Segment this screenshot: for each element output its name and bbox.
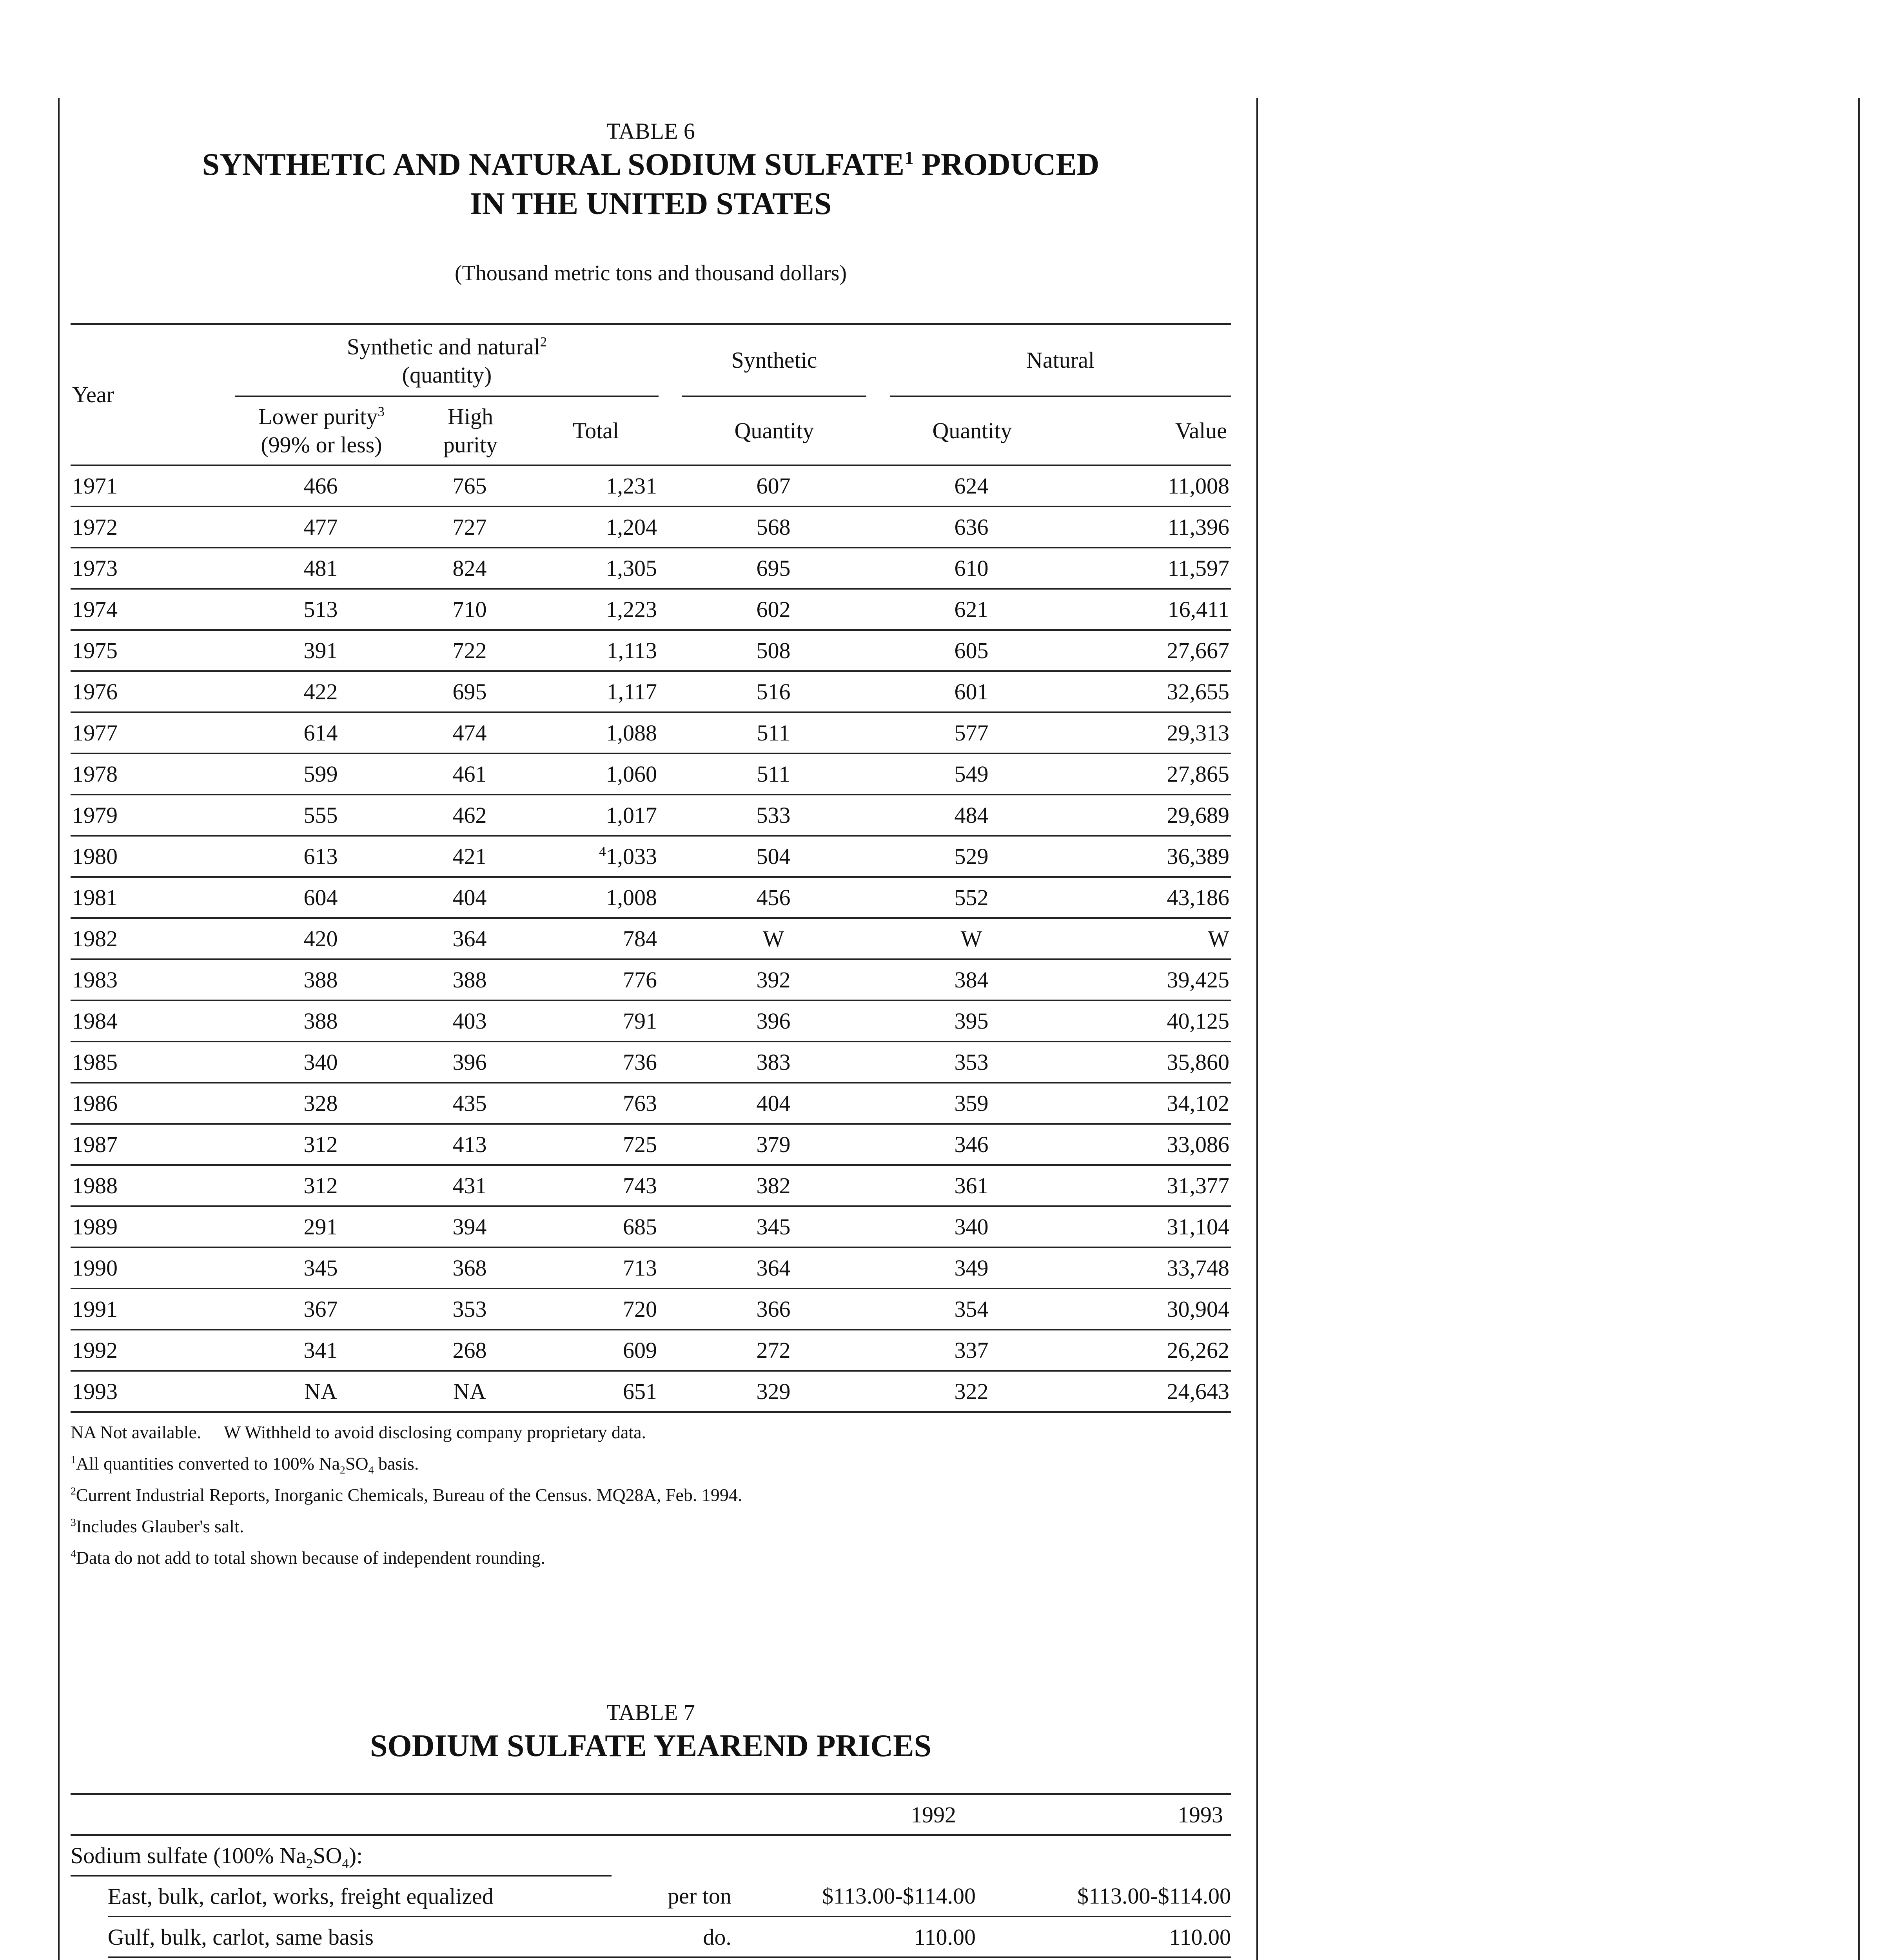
spacer-cell bbox=[866, 1206, 890, 1247]
natural-quantity-cell: 484 bbox=[890, 795, 1054, 836]
natural-value-cell: 32,655 bbox=[1054, 671, 1231, 712]
high-purity-cell: 396 bbox=[408, 1042, 533, 1083]
total-cell: 1,017 bbox=[533, 795, 659, 836]
year-cell: 1972 bbox=[71, 506, 235, 548]
price-1993: $113.00-$114.00 bbox=[991, 1876, 1231, 1916]
production-table-body bbox=[71, 465, 1231, 1412]
year-cell: 1974 bbox=[71, 589, 235, 630]
natural-quantity-cell: 349 bbox=[890, 1247, 1054, 1289]
lower-purity-cell: 388 bbox=[235, 1000, 408, 1042]
natural-quantity-cell: 322 bbox=[890, 1371, 1054, 1412]
spacer-cell bbox=[659, 1000, 682, 1042]
price-row bbox=[71, 1957, 1231, 1960]
spacer-cell bbox=[659, 630, 682, 671]
year-cell: 1986 bbox=[71, 1083, 235, 1124]
table-row bbox=[71, 959, 1231, 1000]
price-unit: do. bbox=[612, 1916, 735, 1957]
total-cell: 763 bbox=[533, 1083, 659, 1124]
high-purity-cell: 431 bbox=[408, 1165, 533, 1206]
note-abbreviations: NA Not available. W Withheld to avoid disclosing company proprietary data. bbox=[71, 1422, 646, 1442]
total-cell: 720 bbox=[533, 1289, 659, 1330]
total-cell: 791 bbox=[533, 1000, 659, 1042]
total-cell: 1,008 bbox=[533, 877, 659, 918]
year-cell: 1990 bbox=[71, 1247, 235, 1289]
natural-value-cell: 16,411 bbox=[1054, 589, 1231, 630]
synthetic-quantity-cell: 364 bbox=[682, 1247, 866, 1289]
total-cell: 651 bbox=[533, 1371, 659, 1412]
year-cell: 1982 bbox=[71, 918, 235, 959]
high-purity-cell: 695 bbox=[408, 671, 533, 712]
spacer-cell bbox=[866, 506, 890, 548]
spacer-cell bbox=[659, 795, 682, 836]
natural-value-cell: 31,104 bbox=[1054, 1206, 1231, 1247]
table-row bbox=[71, 1124, 1231, 1165]
spacer-cell bbox=[866, 1289, 890, 1330]
table-row bbox=[71, 1083, 1231, 1124]
lower-purity-cell: 291 bbox=[235, 1206, 408, 1247]
natural-quantity-cell: 601 bbox=[890, 671, 1054, 712]
synthetic-quantity-cell: 382 bbox=[682, 1165, 866, 1206]
spacer-cell bbox=[659, 1371, 682, 1412]
spacer-cell bbox=[659, 1083, 682, 1124]
lower-purity-cell: 340 bbox=[235, 1042, 408, 1083]
natural-value-cell: 39,425 bbox=[1054, 959, 1231, 1000]
lower-purity-cell: 599 bbox=[235, 753, 408, 795]
natural-quantity-cell: 549 bbox=[890, 753, 1054, 795]
spacer-cell bbox=[866, 671, 890, 712]
table-header-row-1 bbox=[71, 324, 1231, 397]
spacer-cell bbox=[866, 877, 890, 918]
price-1992 bbox=[735, 1957, 991, 1960]
total-cell: 725 bbox=[533, 1124, 659, 1165]
natural-value-cell: 35,860 bbox=[1054, 1042, 1231, 1083]
spacer-cell bbox=[659, 1165, 682, 1206]
high-purity-cell: 268 bbox=[408, 1330, 533, 1371]
natural-quantity-cell: W bbox=[890, 918, 1054, 959]
synthetic-quantity-cell: 404 bbox=[682, 1083, 866, 1124]
group-label: Sodium sulfate (100% $Na_2SO_4$): bbox=[71, 1835, 612, 1876]
natural-value-cell: 11,396 bbox=[1054, 506, 1231, 548]
table-row bbox=[71, 1371, 1231, 1412]
total-cell: 1,060 bbox=[533, 753, 659, 795]
spacer-cell bbox=[866, 959, 890, 1000]
synthetic-quantity-cell: 392 bbox=[682, 959, 866, 1000]
lower-purity-header: Lower purity$^3$ (99% or less) bbox=[258, 404, 385, 457]
spacer-cell bbox=[659, 1042, 682, 1083]
lower-purity-cell: NA bbox=[235, 1371, 408, 1412]
total-cell: 713 bbox=[533, 1247, 659, 1289]
synthetic-quantity-cell: 345 bbox=[682, 1206, 866, 1247]
indent-cell bbox=[71, 1957, 108, 1960]
high-purity-cell: 461 bbox=[408, 753, 533, 795]
natural-quantity-cell: 529 bbox=[890, 836, 1054, 877]
left-margin-rule bbox=[58, 98, 60, 1960]
col-1992-header: 1992 bbox=[911, 1802, 956, 1828]
table-row bbox=[71, 836, 1231, 877]
high-purity-cell: 413 bbox=[408, 1124, 533, 1165]
natural-value-cell: 43,186 bbox=[1054, 877, 1231, 918]
lower-purity-cell: 388 bbox=[235, 959, 408, 1000]
price-1993 bbox=[991, 1957, 1231, 1960]
synthetic-quantity-cell: 383 bbox=[682, 1042, 866, 1083]
spacer-cell bbox=[659, 671, 682, 712]
lower-purity-cell: 341 bbox=[235, 1330, 408, 1371]
right-margin-rule bbox=[1858, 98, 1860, 1960]
synthetic-quantity-cell: 516 bbox=[682, 671, 866, 712]
year-cell: 1987 bbox=[71, 1124, 235, 1165]
natural-value-cell: 33,086 bbox=[1054, 1124, 1231, 1165]
table-row bbox=[71, 1247, 1231, 1289]
table-6 bbox=[71, 118, 1231, 1573]
high-purity-cell: 462 bbox=[408, 795, 533, 836]
natural-quantity-cell: 577 bbox=[890, 712, 1054, 753]
table-row bbox=[71, 465, 1231, 506]
natural-quantity-cell: 395 bbox=[890, 1000, 1054, 1042]
high-purity-cell: 727 bbox=[408, 506, 533, 548]
year-cell: 1978 bbox=[71, 753, 235, 795]
col-1993-header: 1993 bbox=[1178, 1802, 1223, 1828]
lower-purity-cell: 555 bbox=[235, 795, 408, 836]
synthetic-quantity-cell: 607 bbox=[682, 465, 866, 506]
lower-purity-cell: 328 bbox=[235, 1083, 408, 1124]
high-purity-cell: 435 bbox=[408, 1083, 533, 1124]
spacer-cell bbox=[866, 630, 890, 671]
natural-quantity-header: Quantity bbox=[932, 418, 1012, 443]
year-cell: 1975 bbox=[71, 630, 235, 671]
total-cell: 609 bbox=[533, 1330, 659, 1371]
price-item: Gulf, bulk, carlot, same basis bbox=[108, 1916, 612, 1957]
footnote-1: $^1$All quantities converted to 100% $Na_2SO_4$ basis. bbox=[71, 1453, 419, 1476]
high-purity-cell: 388 bbox=[408, 959, 533, 1000]
spacer-cell bbox=[659, 1330, 682, 1371]
spacer-cell bbox=[866, 1330, 890, 1371]
total-cell: 1,305 bbox=[533, 548, 659, 589]
natural-value-cell: 30,904 bbox=[1054, 1289, 1231, 1330]
year-cell: 1976 bbox=[71, 671, 235, 712]
lower-purity-cell: 614 bbox=[235, 712, 408, 753]
synthetic-header: Synthetic bbox=[682, 324, 866, 397]
table-6-notes bbox=[71, 1417, 1231, 1573]
total-cell: $^4$1,033 bbox=[533, 836, 659, 877]
price-row bbox=[71, 1876, 1231, 1916]
synthetic-quantity-cell: 602 bbox=[682, 589, 866, 630]
table-row bbox=[71, 589, 1231, 630]
spacer-cell bbox=[659, 918, 682, 959]
spacer-cell bbox=[866, 1371, 890, 1412]
lower-purity-cell: 604 bbox=[235, 877, 408, 918]
spacer-cell bbox=[866, 465, 890, 506]
price-1992: 110.00 bbox=[735, 1916, 991, 1957]
natural-value-cell: 24,643 bbox=[1054, 1371, 1231, 1412]
spacer-cell bbox=[659, 506, 682, 548]
total-cell: 1,204 bbox=[533, 506, 659, 548]
spacer-cell bbox=[659, 753, 682, 795]
table-row bbox=[71, 795, 1231, 836]
synthetic-quantity-cell: 329 bbox=[682, 1371, 866, 1412]
high-purity-cell: 394 bbox=[408, 1206, 533, 1247]
spacer-cell bbox=[659, 1289, 682, 1330]
year-cell: 1992 bbox=[71, 1330, 235, 1371]
natural-value-cell: W bbox=[1054, 918, 1231, 959]
synthetic-quantity-cell: 272 bbox=[682, 1330, 866, 1371]
high-purity-cell: 368 bbox=[408, 1247, 533, 1289]
lower-purity-cell: 481 bbox=[235, 548, 408, 589]
synthetic-quantity-cell: 456 bbox=[682, 877, 866, 918]
high-purity-cell: 765 bbox=[408, 465, 533, 506]
spacer-cell bbox=[866, 1247, 890, 1289]
year-cell: 1980 bbox=[71, 836, 235, 877]
year-cell: 1983 bbox=[71, 959, 235, 1000]
natural-quantity-cell: 605 bbox=[890, 630, 1054, 671]
total-cell: 685 bbox=[533, 1206, 659, 1247]
natural-value-cell: 29,689 bbox=[1054, 795, 1231, 836]
price-unit: per ton bbox=[612, 1876, 735, 1916]
year-header: Year bbox=[72, 382, 114, 407]
natural-quantity-cell: 552 bbox=[890, 877, 1054, 918]
natural-value-cell: 33,748 bbox=[1054, 1247, 1231, 1289]
synthetic-quantity-cell: 511 bbox=[682, 753, 866, 795]
table-7 bbox=[71, 1699, 1231, 1960]
spacer-cell bbox=[866, 836, 890, 877]
natural-value-cell: 11,008 bbox=[1054, 465, 1231, 506]
table-row bbox=[71, 1289, 1231, 1330]
table-row bbox=[71, 548, 1231, 589]
table-row bbox=[71, 877, 1231, 918]
natural-value-header: Value bbox=[1175, 418, 1227, 443]
synthetic-quantity-cell: 396 bbox=[682, 1000, 866, 1042]
table-row bbox=[71, 1042, 1231, 1083]
spacer-cell bbox=[659, 548, 682, 589]
year-cell: 1991 bbox=[71, 1289, 235, 1330]
natural-quantity-cell: 384 bbox=[890, 959, 1054, 1000]
production-table bbox=[71, 323, 1231, 1413]
table-row bbox=[71, 1165, 1231, 1206]
high-purity-header: High purity bbox=[443, 404, 498, 457]
high-purity-cell: 404 bbox=[408, 877, 533, 918]
prices-table bbox=[71, 1793, 1231, 1960]
table-row bbox=[71, 1206, 1231, 1247]
high-purity-cell: 474 bbox=[408, 712, 533, 753]
footnote-3: $^3$Includes Glauber's salt. bbox=[71, 1516, 244, 1536]
table-row bbox=[71, 1330, 1231, 1371]
prices-header-row bbox=[71, 1794, 1231, 1835]
spacer-cell bbox=[866, 795, 890, 836]
natural-quantity-cell: 636 bbox=[890, 506, 1054, 548]
natural-quantity-cell: 337 bbox=[890, 1330, 1054, 1371]
natural-quantity-cell: 361 bbox=[890, 1165, 1054, 1206]
spacer-cell bbox=[659, 465, 682, 506]
synthetic-quantity-header: Quantity bbox=[734, 418, 814, 443]
main-content bbox=[71, 118, 1231, 1960]
spacer-cell bbox=[659, 712, 682, 753]
lower-purity-cell: 513 bbox=[235, 589, 408, 630]
table-row bbox=[71, 918, 1231, 959]
spacer-cell bbox=[866, 1124, 890, 1165]
total-cell: 1,113 bbox=[533, 630, 659, 671]
high-purity-cell: 421 bbox=[408, 836, 533, 877]
year-cell: 1988 bbox=[71, 1165, 235, 1206]
synthetic-quantity-cell: W bbox=[682, 918, 866, 959]
synthetic-quantity-cell: 379 bbox=[682, 1124, 866, 1165]
total-header: Total bbox=[572, 418, 619, 443]
prices-group-1 bbox=[71, 1876, 1231, 1960]
year-cell: 1977 bbox=[71, 712, 235, 753]
natural-quantity-cell: 621 bbox=[890, 589, 1054, 630]
group-sodium-sulfate bbox=[71, 1835, 1231, 1876]
lower-purity-cell: 312 bbox=[235, 1124, 408, 1165]
synthetic-quantity-cell: 568 bbox=[682, 506, 866, 548]
spacer-cell bbox=[659, 1124, 682, 1165]
natural-quantity-cell: 346 bbox=[890, 1124, 1054, 1165]
total-cell: 784 bbox=[533, 918, 659, 959]
lower-purity-cell: 420 bbox=[235, 918, 408, 959]
natural-value-cell: 36,389 bbox=[1054, 836, 1231, 877]
price-item: East, bulk, carlot, works, freight equalized bbox=[108, 1876, 612, 1916]
table-7-title: SODIUM SULFATE YEAREND PRICES bbox=[370, 1729, 932, 1763]
high-purity-cell: 710 bbox=[408, 589, 533, 630]
lower-purity-cell: 422 bbox=[235, 671, 408, 712]
lower-purity-cell: 367 bbox=[235, 1289, 408, 1330]
table-row bbox=[71, 1000, 1231, 1042]
indent-cell bbox=[71, 1876, 108, 1916]
total-cell: 736 bbox=[533, 1042, 659, 1083]
year-cell: 1973 bbox=[71, 548, 235, 589]
price-item bbox=[108, 1957, 612, 1960]
year-cell: 1984 bbox=[71, 1000, 235, 1042]
high-purity-cell: NA bbox=[408, 1371, 533, 1412]
table-header-row-2 bbox=[71, 396, 1231, 465]
natural-quantity-cell: 624 bbox=[890, 465, 1054, 506]
synthetic-quantity-cell: 504 bbox=[682, 836, 866, 877]
total-cell: 1,117 bbox=[533, 671, 659, 712]
footnote-4: $^4$Data do not add to total shown because of independent rounding. bbox=[71, 1547, 545, 1568]
spacer-cell bbox=[659, 877, 682, 918]
total-cell: 1,231 bbox=[533, 465, 659, 506]
synthetic-quantity-cell: 511 bbox=[682, 712, 866, 753]
spacer-cell bbox=[866, 1000, 890, 1042]
lower-purity-cell: 312 bbox=[235, 1165, 408, 1206]
spacer-cell bbox=[659, 836, 682, 877]
natural-value-cell: 27,865 bbox=[1054, 753, 1231, 795]
table-row bbox=[71, 753, 1231, 795]
lower-purity-cell: 466 bbox=[235, 465, 408, 506]
spacer-cell bbox=[866, 712, 890, 753]
synthetic-quantity-cell: 366 bbox=[682, 1289, 866, 1330]
center-column-rule bbox=[1256, 98, 1258, 1960]
natural-quantity-cell: 354 bbox=[890, 1289, 1054, 1330]
price-row bbox=[71, 1916, 1231, 1957]
spacer-cell bbox=[866, 753, 890, 795]
year-cell: 1989 bbox=[71, 1206, 235, 1247]
spacer-cell bbox=[659, 959, 682, 1000]
lower-purity-cell: 345 bbox=[235, 1247, 408, 1289]
natural-value-cell: 34,102 bbox=[1054, 1083, 1231, 1124]
year-cell: 1993 bbox=[71, 1371, 235, 1412]
spacer-cell bbox=[866, 548, 890, 589]
spacer-cell bbox=[866, 1042, 890, 1083]
natural-value-cell: 31,377 bbox=[1054, 1165, 1231, 1206]
footnote-2: $^2$Current Industrial Reports, Inorganic Chemicals, Bureau of the Census. MQ28A, Feb. 1994. bbox=[71, 1485, 742, 1505]
high-purity-cell: 353 bbox=[408, 1289, 533, 1330]
natural-quantity-cell: 359 bbox=[890, 1083, 1054, 1124]
lower-purity-cell: 613 bbox=[235, 836, 408, 877]
table-row bbox=[71, 712, 1231, 753]
synthetic-quantity-cell: 695 bbox=[682, 548, 866, 589]
spacer-cell bbox=[659, 589, 682, 630]
spacer-cell bbox=[866, 918, 890, 959]
spacer-cell bbox=[866, 1083, 890, 1124]
year-cell: 1985 bbox=[71, 1042, 235, 1083]
spacer-cell bbox=[866, 589, 890, 630]
natural-quantity-cell: 610 bbox=[890, 548, 1054, 589]
spacer-cell bbox=[866, 1165, 890, 1206]
total-cell: 1,088 bbox=[533, 712, 659, 753]
price-unit bbox=[612, 1957, 735, 1960]
natural-header: Natural bbox=[890, 324, 1231, 397]
lower-purity-cell: 477 bbox=[235, 506, 408, 548]
year-cell: 1971 bbox=[71, 465, 235, 506]
table-6-label: TABLE 6 bbox=[606, 118, 695, 144]
total-cell: 776 bbox=[533, 959, 659, 1000]
high-purity-cell: 403 bbox=[408, 1000, 533, 1042]
table-row bbox=[71, 630, 1231, 671]
total-cell: 1,223 bbox=[533, 589, 659, 630]
high-purity-cell: 722 bbox=[408, 630, 533, 671]
natural-value-cell: 26,262 bbox=[1054, 1330, 1231, 1371]
synthetic-natural-header: Synthetic and natural$^2$ (quantity) bbox=[235, 324, 659, 397]
year-cell: 1981 bbox=[71, 877, 235, 918]
natural-value-cell: 11,597 bbox=[1054, 548, 1231, 589]
year-cell: 1979 bbox=[71, 795, 235, 836]
spacer-cell bbox=[659, 1206, 682, 1247]
table-6-units: (Thousand metric tons and thousand dollars) bbox=[454, 261, 847, 285]
high-purity-cell: 364 bbox=[408, 918, 533, 959]
natural-value-cell: 27,667 bbox=[1054, 630, 1231, 671]
price-1993: 110.00 bbox=[991, 1916, 1231, 1957]
table-6-title: SYNTHETIC AND NATURAL SODIUM SULFATE$^1$ PRODUCED IN THE UNITED STATES bbox=[202, 147, 1100, 221]
price-1992: $113.00-$114.00 bbox=[735, 1876, 991, 1916]
lower-purity-cell: 391 bbox=[235, 630, 408, 671]
high-purity-cell: 824 bbox=[408, 548, 533, 589]
natural-value-cell: 29,313 bbox=[1054, 712, 1231, 753]
indent-cell bbox=[71, 1916, 108, 1957]
total-cell: 743 bbox=[533, 1165, 659, 1206]
synthetic-quantity-cell: 508 bbox=[682, 630, 866, 671]
spacer-cell bbox=[659, 1247, 682, 1289]
natural-value-cell: 40,125 bbox=[1054, 1000, 1231, 1042]
synthetic-quantity-cell: 533 bbox=[682, 795, 866, 836]
natural-quantity-cell: 340 bbox=[890, 1206, 1054, 1247]
table-7-label: TABLE 7 bbox=[606, 1700, 695, 1725]
table-row bbox=[71, 506, 1231, 548]
table-row bbox=[71, 671, 1231, 712]
natural-quantity-cell: 353 bbox=[890, 1042, 1054, 1083]
